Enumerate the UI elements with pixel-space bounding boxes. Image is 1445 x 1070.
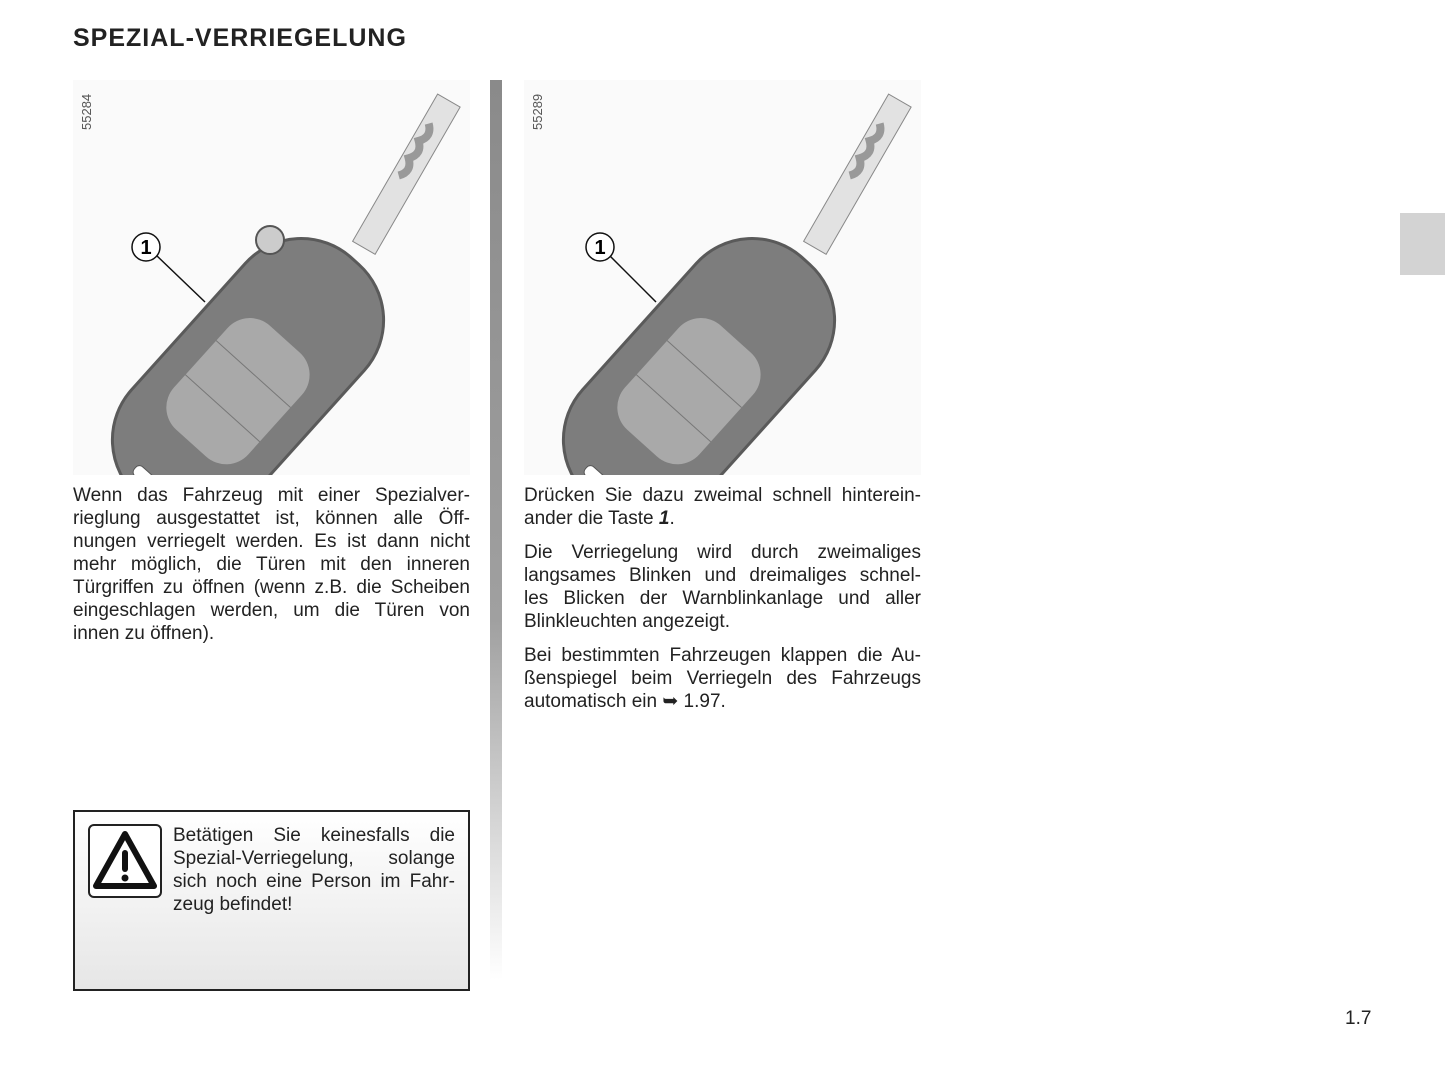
key-fob-image: [73, 80, 470, 475]
text-line: Spezial-Verriegelung, solange: [173, 848, 455, 869]
text-fragment: automatisch ein: [524, 691, 663, 712]
key-fob-image: [524, 80, 921, 475]
text-line: eingeschlagen werden, um die Türen von: [73, 600, 470, 621]
text-line: les Blicken der Warnblinkanlage und aller: [524, 588, 921, 609]
text-line: Türgriffen zu öffnen (wenn z.B. die Scheiben: [73, 577, 470, 598]
key-illustration-1: [73, 80, 470, 475]
text-line: [524, 690, 921, 713]
warning-text: [173, 824, 455, 916]
text-line: rieglung ausgestattet ist, können alle Öff-: [73, 508, 470, 529]
text-line: nungen verriegelt werden. Es ist dann nicht: [73, 531, 470, 552]
text-line: Wenn das Fahrzeug mit einer Spezialver-: [73, 485, 470, 506]
column-divider: [490, 80, 502, 980]
text-line: Bei bestimmten Fahrzeugen klappen die Au-: [524, 645, 921, 666]
callout-1: 1: [594, 237, 606, 259]
text-line: Blinkleuchten angezeigt.: [524, 611, 730, 632]
arrow-icon: ➥: [662, 691, 679, 712]
figure-number: 55289: [530, 93, 545, 130]
page-title: SPEZIAL-VERRIEGELUNG: [73, 24, 407, 52]
text-line: sich noch eine Person im Fahr-: [173, 871, 455, 892]
left-paragraph: [73, 484, 470, 645]
paragraph-instruction: [524, 484, 921, 530]
page-number: 1.7: [1345, 1008, 1372, 1029]
text-line: mehr möglich, die Türen mit den inneren: [73, 554, 470, 575]
paragraph-mirrors: [524, 644, 921, 713]
text-line: innen zu öffnen).: [73, 623, 215, 644]
text-line: Drücken Sie dazu zweimal schnell hinterein-: [524, 485, 921, 506]
button-reference: 1: [658, 508, 670, 529]
text-fragment: .: [669, 508, 675, 529]
right-column-text: [524, 484, 921, 724]
warning-triangle-icon: [88, 824, 162, 898]
key-illustration-2: [524, 80, 921, 475]
text-line: [524, 507, 921, 530]
text-line: langsames Blinken und dreimaliges schnel-: [524, 565, 921, 586]
paragraph-indication: [524, 541, 921, 633]
text-line: zeug befindet!: [173, 894, 293, 915]
warning-box: [73, 810, 470, 991]
chapter-tab: [1400, 213, 1445, 275]
text-fragment: ander die Taste: [524, 508, 659, 529]
figure-number: 55284: [79, 93, 94, 130]
text-line: Die Verriegelung wird durch zweimaliges: [524, 542, 921, 563]
callout-1: 1: [140, 237, 152, 259]
text-line: Betätigen Sie keinesfalls die: [173, 825, 455, 846]
text-line: ßenspiegel beim Verriegeln des Fahrzeugs: [524, 668, 921, 689]
page-reference-link[interactable]: 1.97.: [678, 691, 726, 712]
